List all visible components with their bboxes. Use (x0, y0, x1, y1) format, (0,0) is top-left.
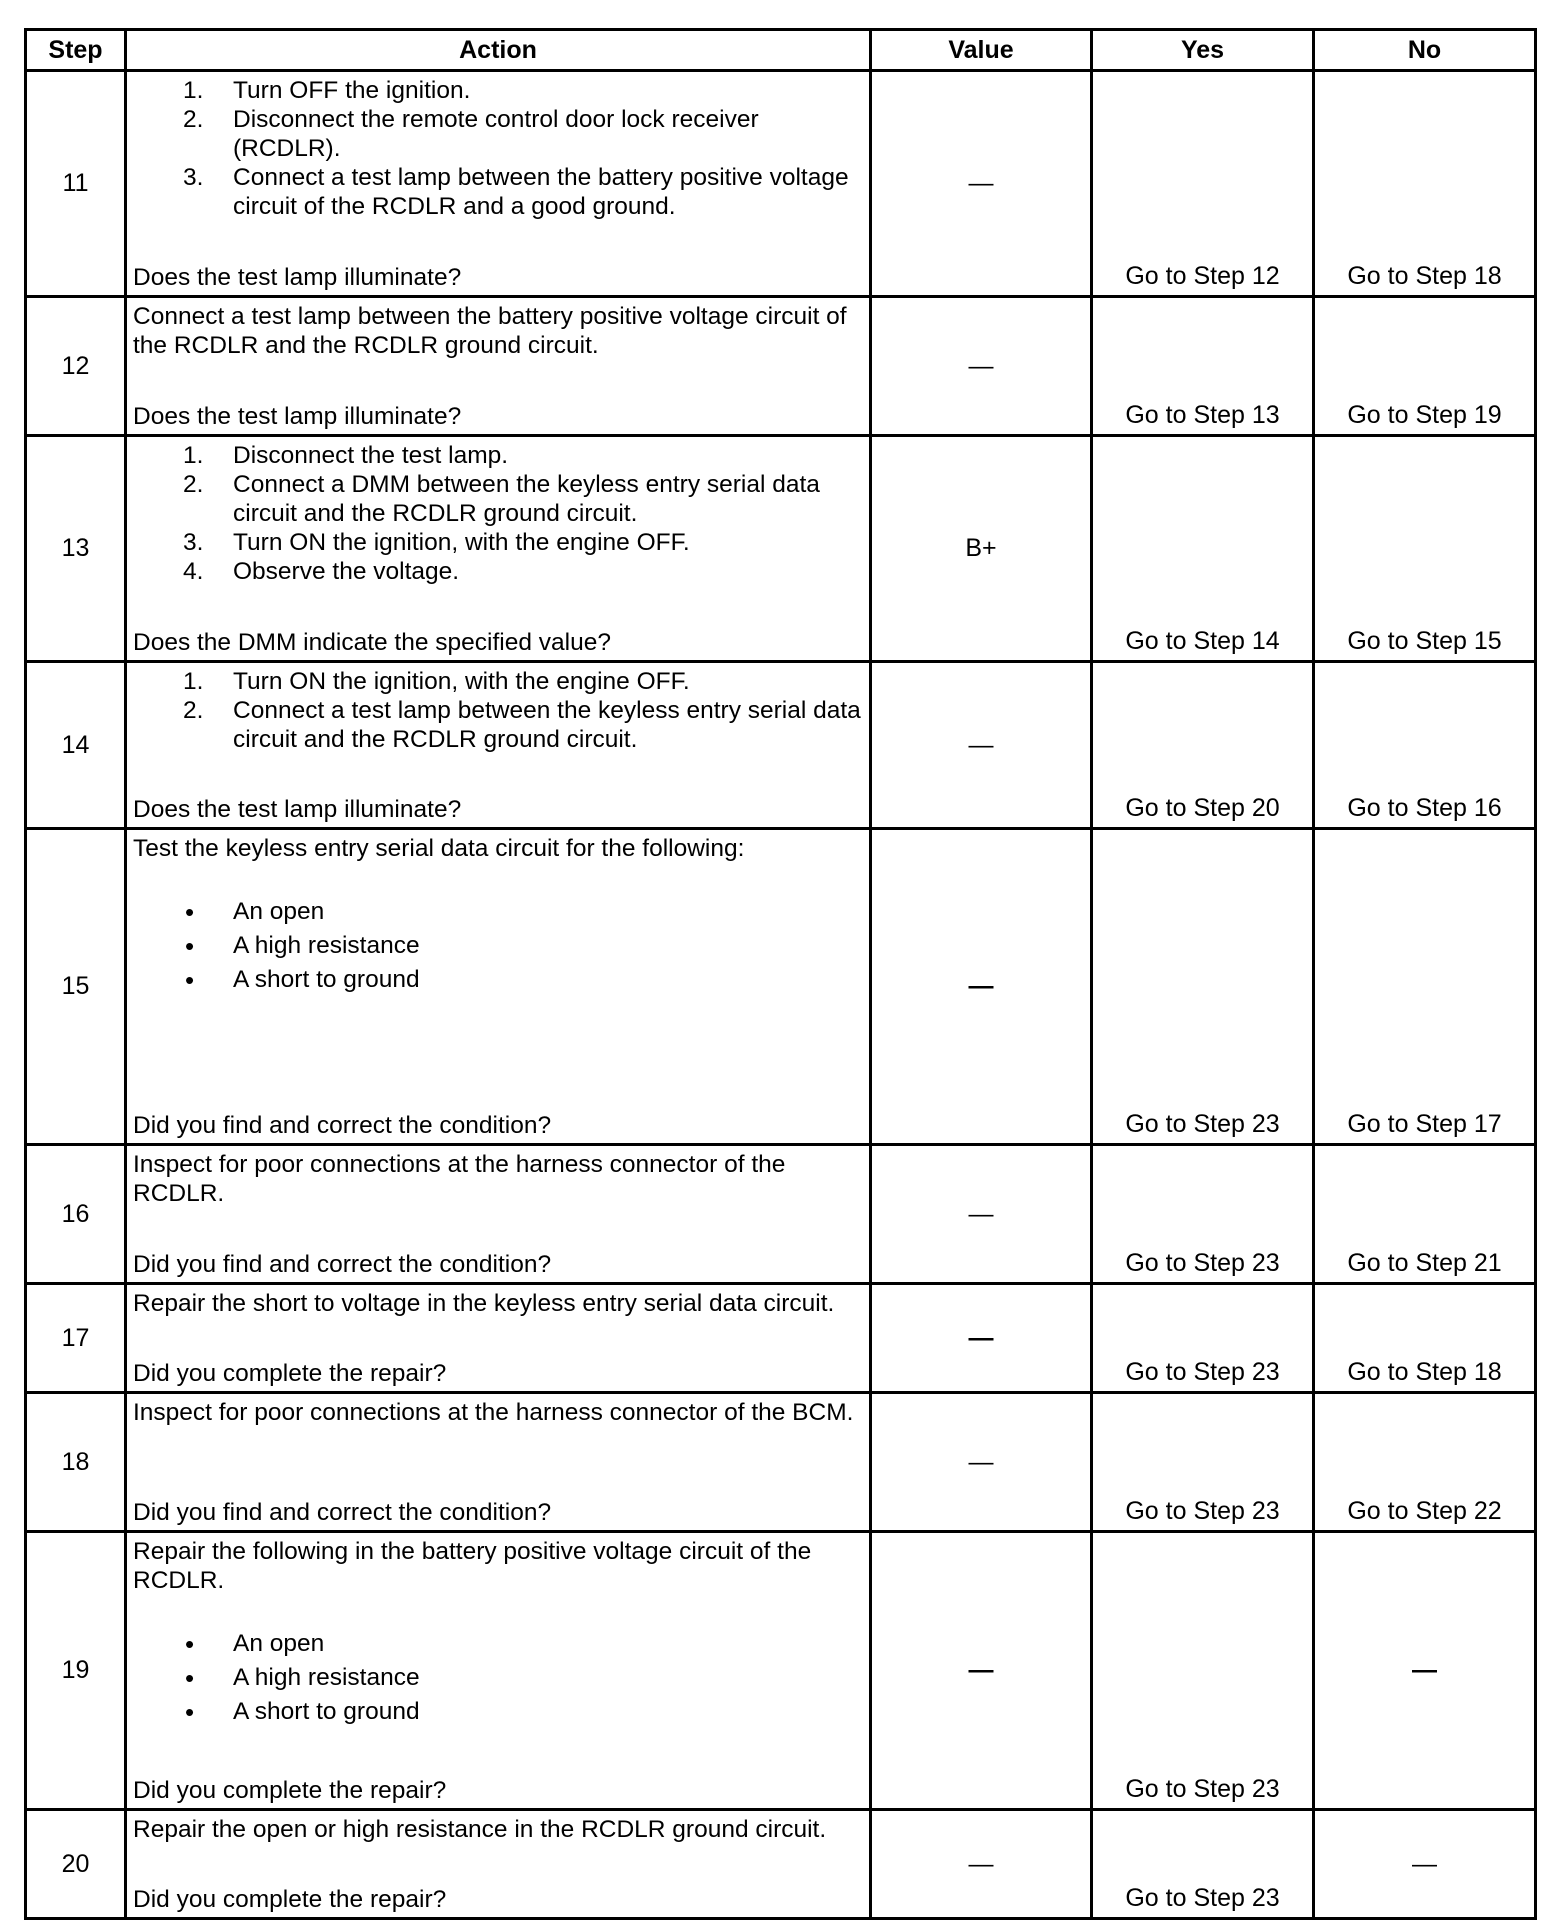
action-text: Test the keyless entry serial data circuit for the following: (133, 835, 745, 862)
action-question: Did you find and correct the condition? (133, 1251, 552, 1278)
no-cell: Go to Step 18 (1314, 1284, 1536, 1393)
action-bullets (133, 895, 863, 997)
yes-cell: Go to Step 23 (1092, 1810, 1314, 1919)
no-cell: Go to Step 21 (1314, 1145, 1536, 1284)
yes-cell: Go to Step 23 (1092, 829, 1314, 1145)
action-question: Did you find and correct the condition? (133, 1112, 552, 1139)
action-text: Inspect for poor connections at the harness connector of the BCM. (133, 1399, 854, 1426)
action-text: Inspect for poor connections at the harness connector of the RCDLR. (133, 1151, 786, 1207)
table-row (26, 662, 1536, 829)
no-cell: Go to Step 17 (1314, 829, 1536, 1145)
table-row (26, 1532, 1536, 1810)
yes-cell: Go to Step 20 (1092, 662, 1314, 829)
diagnostic-table (24, 28, 1537, 1920)
header-step: Step (26, 30, 126, 71)
list-item: • An open (133, 895, 863, 929)
action-cell (126, 829, 871, 1145)
yes-cell: Go to Step 23 (1092, 1284, 1314, 1393)
action-steps (133, 667, 863, 754)
yes-cell: Go to Step 23 (1092, 1393, 1314, 1532)
action-question: Does the test lamp illuminate? (133, 264, 462, 291)
table-row (26, 436, 1536, 662)
header-no: No (1314, 30, 1536, 71)
value-cell: — (871, 829, 1092, 1145)
step-number: 16 (26, 1145, 126, 1284)
action-cell (126, 297, 871, 436)
table-row (26, 297, 1536, 436)
value-cell: — (871, 71, 1092, 297)
value-cell: B+ (871, 436, 1092, 662)
action-cell (126, 1393, 871, 1532)
list-item: 1. Turn OFF the ignition. (183, 77, 471, 104)
action-cell (126, 662, 871, 829)
action-question: Does the test lamp illuminate? (133, 796, 462, 823)
step-number: 15 (26, 829, 126, 1145)
action-text: Repair the short to voltage in the keyless entry serial data circuit. (133, 1290, 835, 1317)
value-cell: — (871, 1284, 1092, 1393)
step-number: 17 (26, 1284, 126, 1393)
yes-cell: Go to Step 23 (1092, 1532, 1314, 1810)
list-item: • A short to ground (133, 963, 863, 997)
header-value: Value (871, 30, 1092, 71)
action-text: Repair the following in the battery positive voltage circuit of the RCDLR. (133, 1538, 812, 1594)
value-cell: — (871, 1145, 1092, 1284)
list-item: 2. Disconnect the remote control door lock receiver (RCDLR). (183, 106, 759, 162)
yes-cell: Go to Step 12 (1092, 71, 1314, 297)
action-cell (126, 436, 871, 662)
value-cell: — (871, 297, 1092, 436)
action-cell (126, 71, 871, 297)
list-item: • A high resistance (133, 929, 863, 963)
header-yes: Yes (1092, 30, 1314, 71)
step-number: 14 (26, 662, 126, 829)
no-cell: Go to Step 22 (1314, 1393, 1536, 1532)
no-cell: Go to Step 19 (1314, 297, 1536, 436)
list-item: 2. Connect a DMM between the keyless entry serial data circuit and the RCDLR ground circuit. (183, 471, 820, 527)
table-row (26, 71, 1536, 297)
step-number: 19 (26, 1532, 126, 1810)
list-item: 3. Connect a test lamp between the battery positive voltage circuit of the RCDLR and a good ground. (183, 164, 849, 220)
action-question: Did you complete the repair? (133, 1360, 447, 1387)
yes-cell: Go to Step 23 (1092, 1145, 1314, 1284)
no-cell: Go to Step 18 (1314, 71, 1536, 297)
value-cell: — (871, 1532, 1092, 1810)
action-question: Did you complete the repair? (133, 1886, 447, 1913)
action-bullets (133, 1627, 863, 1729)
list-item: 2. Connect a test lamp between the keyless entry serial data circuit and the RCDLR ground circuit. (183, 697, 861, 753)
list-item: 4. Observe the voltage. (183, 558, 460, 585)
header-row (26, 30, 1536, 71)
value-cell: — (871, 1393, 1092, 1532)
action-question: Did you find and correct the condition? (133, 1499, 552, 1526)
action-cell (126, 1145, 871, 1284)
action-cell (126, 1284, 871, 1393)
list-item: • A short to ground (133, 1695, 863, 1729)
table-row (26, 829, 1536, 1145)
value-cell: — (871, 1810, 1092, 1919)
step-number: 11 (26, 71, 126, 297)
action-text: Repair the open or high resistance in the RCDLR ground circuit. (133, 1816, 827, 1843)
action-steps (133, 441, 863, 586)
table-row (26, 1145, 1536, 1284)
action-text: Connect a test lamp between the battery positive voltage circuit of the RCDLR and the RCDLR ground circuit. (133, 303, 847, 359)
yes-cell: Go to Step 13 (1092, 297, 1314, 436)
list-item: 1. Disconnect the test lamp. (183, 442, 509, 469)
table-row (26, 1393, 1536, 1532)
step-number: 18 (26, 1393, 126, 1532)
step-number: 20 (26, 1810, 126, 1919)
list-item: • A high resistance (133, 1661, 863, 1695)
value-cell: — (871, 662, 1092, 829)
action-question: Does the test lamp illuminate? (133, 403, 462, 430)
list-item: 3. Turn ON the ignition, with the engine OFF. (183, 529, 690, 556)
step-number: 12 (26, 297, 126, 436)
table-row (26, 1810, 1536, 1919)
action-question: Did you complete the repair? (133, 1777, 447, 1804)
action-steps (133, 76, 863, 221)
action-cell (126, 1532, 871, 1810)
list-item: • An open (133, 1627, 863, 1661)
list-item: 1. Turn ON the ignition, with the engine OFF. (183, 668, 690, 695)
header-action: Action (126, 30, 871, 71)
yes-cell: Go to Step 14 (1092, 436, 1314, 662)
action-cell (126, 1810, 871, 1919)
action-question: Does the DMM indicate the specified value? (133, 629, 612, 656)
no-cell: Go to Step 16 (1314, 662, 1536, 829)
step-number: 13 (26, 436, 126, 662)
no-cell: — (1314, 1810, 1536, 1919)
table-row (26, 1284, 1536, 1393)
no-cell: Go to Step 15 (1314, 436, 1536, 662)
no-cell: — (1314, 1532, 1536, 1810)
